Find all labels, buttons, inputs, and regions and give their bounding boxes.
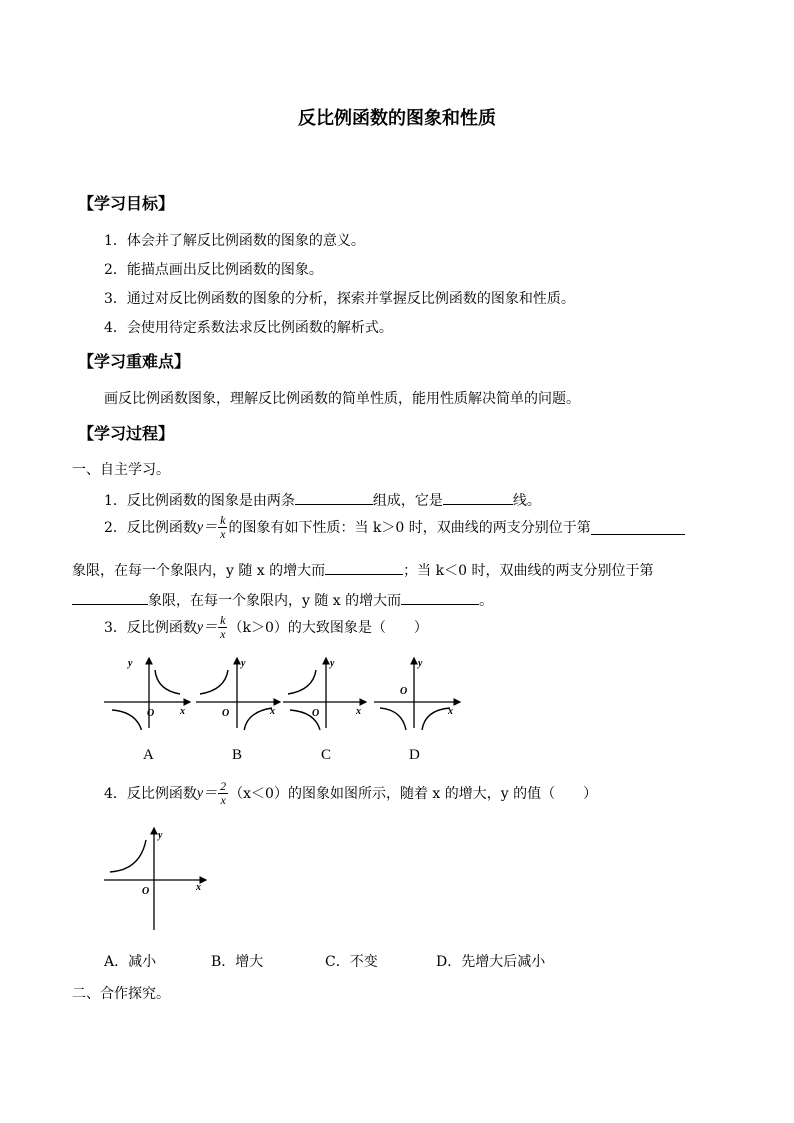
formula-lhs: y＝ [196,619,218,635]
question-2-line-2 [72,560,653,581]
question-2-line-3 [72,590,493,611]
q2-blank-2[interactable] [325,560,403,575]
key-points-text: 画反比例函数图象，理解反比例函数的简单性质，能用性质解决简单的问题。 [104,391,580,407]
origin-label: O [222,708,230,719]
q4-graph [0,822,794,934]
y-axis-label: y [158,830,163,841]
goal-1: 1．体会并了解反比例函数的图象的意义。 [104,233,365,249]
origin-label: O [142,886,150,897]
q3-text-b: （k＞0）的大致图象是（ ） [228,619,428,636]
choice-c: C．不变 [325,954,378,970]
fraction-denominator: x [220,793,226,807]
q1-blank-1[interactable] [295,490,373,505]
graph-label-b: B [232,747,243,763]
part-1-heading: 一、自主学习。 [72,462,170,478]
section-goals: 【学习目标】 [78,194,175,213]
q1-text-a: 1．反比例函数的图象是由两条 [104,493,295,509]
fraction-2-over-x [218,780,228,807]
question-2-line-1 [104,514,685,541]
choice-d: D．先增大后减小 [436,954,546,970]
q4-text-a: 4．反比例函数 [104,785,197,802]
q2-text-f: 。 [479,593,494,609]
origin-label: O [312,708,320,719]
q1-blank-2[interactable] [443,490,513,505]
branch-q4 [422,708,450,730]
q2-text-a: 2．反比例函数 [104,519,197,536]
fraction-denominator: x [220,627,226,641]
q2-text-e: 象限，在每一个象限内，y 随 x 的增大而 [148,593,402,609]
y-axis-label: y [128,658,133,669]
fraction-numerator: k [220,613,226,627]
choice-b: B．增大 [211,954,264,970]
x-axis-label: x [180,706,185,717]
section-process: 【学习过程】 [78,424,175,443]
q2-text-d: ；当 k＜0 时，双曲线的两支分别位于第 [403,563,654,579]
fraction-k-over-x [218,614,227,641]
branch-q2 [200,670,228,694]
q2-blank-4[interactable] [401,590,479,605]
part-2-heading: 二、合作探究。 [72,986,170,1002]
branch-q2 [288,670,316,694]
goal-4: 4．会使用待定系数法求反比例函数的解析式。 [104,320,393,336]
question-1 [104,490,541,511]
goal-3: 3．通过对反比例函数的图象的分析，探索并掌握反比例函数的图象和性质。 [104,291,575,307]
fraction-numerator: k [220,513,226,527]
graph-a [104,658,190,730]
page-title: 反比例函数的图象和性质 [298,108,496,129]
branch-q2 [110,840,146,872]
choice-a: A．减小 [104,954,157,970]
q4-text-b: （x＜0）的图象如图所示，随着 x 的增大，y 的值（ ） [229,785,598,802]
branch-q3 [380,708,406,730]
goal-2: 2．能描点画出反比例函数的图象。 [104,262,323,278]
y-axis-label: y [418,658,423,669]
branch-q3 [112,710,142,730]
y-axis-label: y [330,658,335,669]
fraction-denominator: x [220,527,226,541]
fraction-k-over-x [218,514,227,541]
branch-q4 [244,708,272,730]
graph-label-d: D [409,747,420,763]
x-axis-label: x [356,706,361,717]
graph-label-a: A [143,747,154,763]
graph-b [196,658,280,730]
fraction-numerator: 2 [220,779,227,793]
question-4 [104,780,597,807]
q3-graphs [0,650,794,730]
q3-text-a: 3．反比例函数 [104,619,197,636]
origin-label: O [400,686,408,697]
q1-text-c: 线。 [512,493,541,509]
q2-text-c: 象限，在每一个象限内，y 随 x 的增大而 [72,563,326,579]
graph-label-c: C [321,747,332,763]
formula-lhs: y＝ [196,785,218,801]
x-axis-label: x [196,882,201,893]
formula-lhs: y＝ [196,519,218,535]
q2-blank-1[interactable] [591,520,685,535]
graph-c [283,658,366,730]
q1-text-b: 组成，它是 [372,493,443,509]
y-axis-label: y [241,658,246,669]
origin-label: O [147,708,155,719]
section-key-points: 【学习重难点】 [78,352,191,371]
x-axis-label: x [448,706,453,717]
q2-blank-3[interactable] [72,590,148,605]
branch-q1 [155,670,180,694]
q2-text-b: 的图象有如下性质：当 k＞0 时，双曲线的两支分别位于第 [228,519,591,536]
x-axis-label: x [270,706,275,717]
question-3 [104,614,428,641]
graph-d [374,658,460,730]
